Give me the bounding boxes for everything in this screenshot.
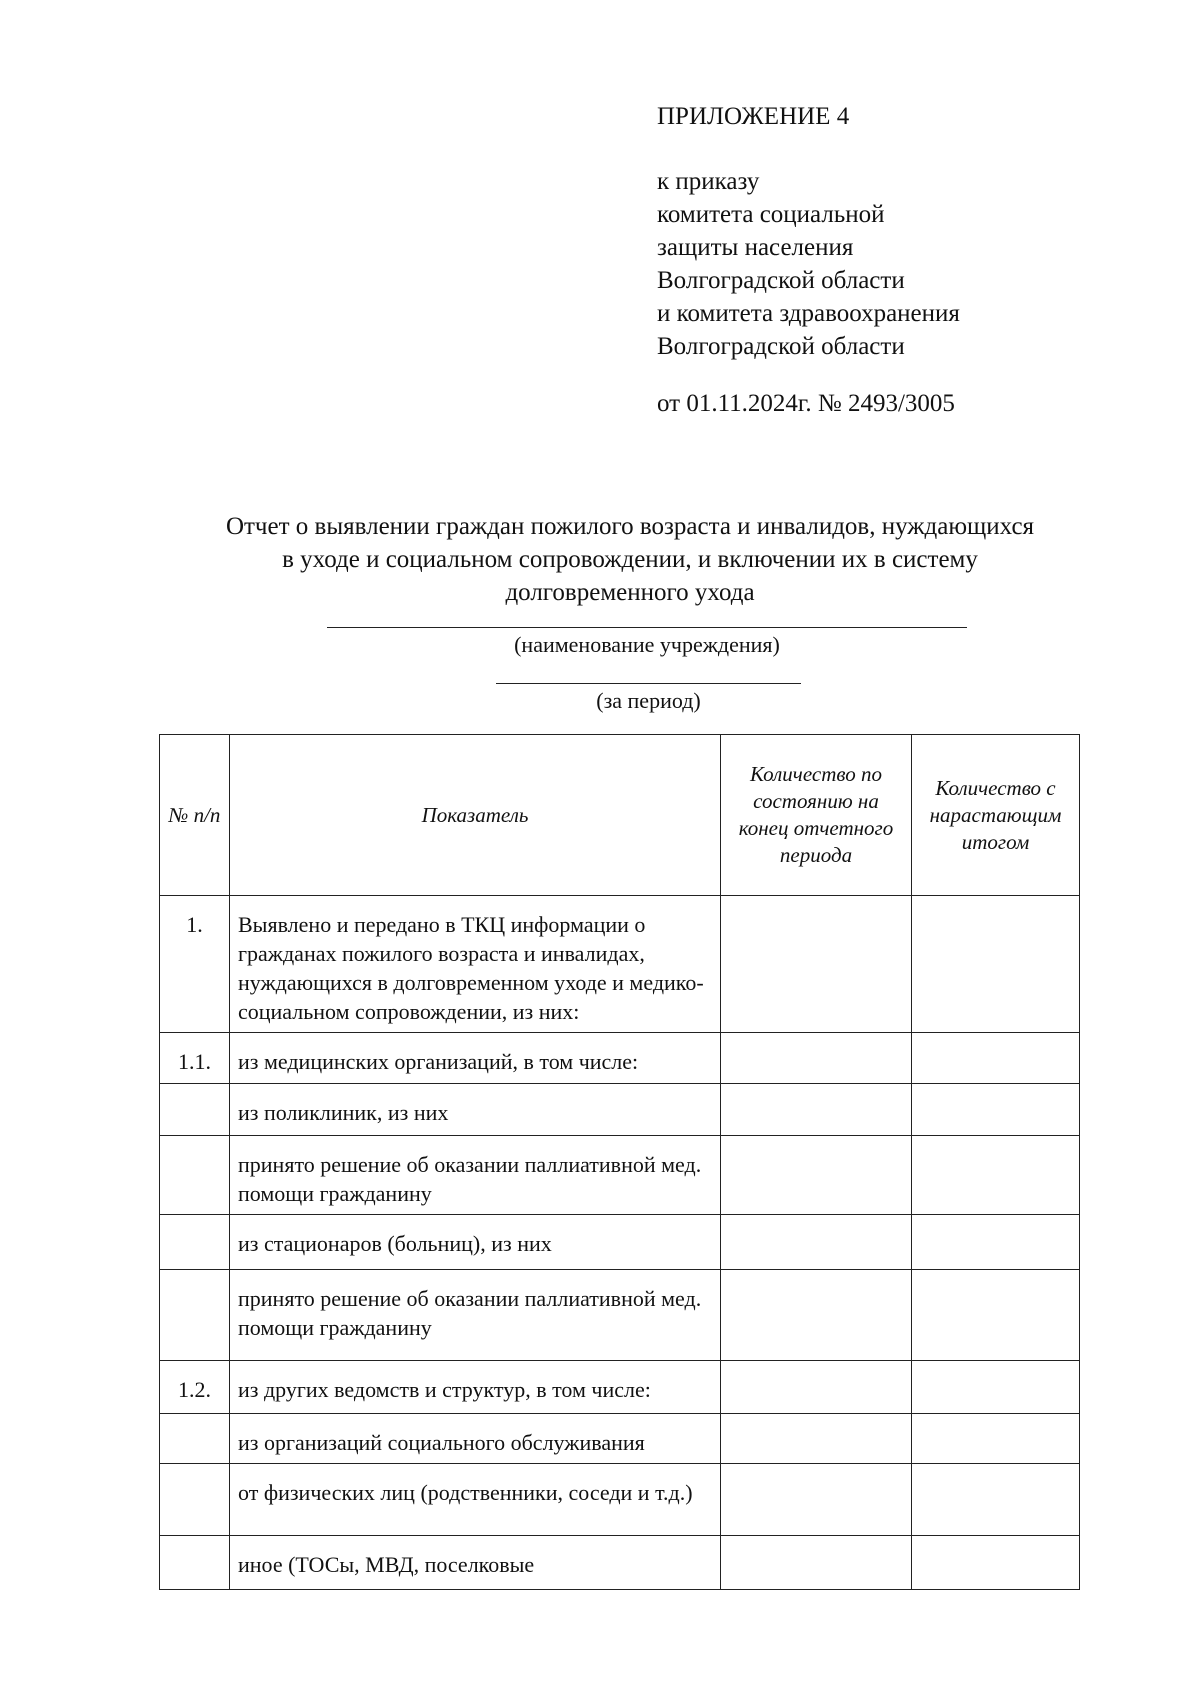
institution-fill-line xyxy=(327,627,967,628)
table-row xyxy=(160,1414,1080,1464)
row-indicator: из стационаров (больниц), из них xyxy=(230,1215,721,1270)
row-number xyxy=(160,1084,230,1136)
row-number xyxy=(160,1136,230,1215)
report-title-line: долговременного ухода xyxy=(505,579,755,606)
header-indicator: Показатель xyxy=(230,735,721,896)
value-end-period-cell[interactable] xyxy=(721,1270,912,1361)
value-end-period-cell[interactable] xyxy=(721,1361,912,1414)
row-indicator: из других ведомств и структур, в том числе: xyxy=(230,1361,721,1414)
value-cumulative-cell[interactable] xyxy=(912,896,1080,1033)
row-indicator: принято решение об оказании паллиативной мед. помощи гражданину xyxy=(230,1270,721,1361)
value-cumulative-cell[interactable] xyxy=(912,1215,1080,1270)
table-row xyxy=(160,896,1080,1033)
order-line: Волгоградской области xyxy=(657,333,905,360)
value-cumulative-cell[interactable] xyxy=(912,1464,1080,1536)
header-quantity-end-period: Количество по состоянию на конец отчетного периода xyxy=(721,735,912,896)
value-end-period-cell[interactable] xyxy=(721,1464,912,1536)
value-end-period-cell[interactable] xyxy=(721,1084,912,1136)
value-cumulative-cell[interactable] xyxy=(912,1033,1080,1084)
table-row xyxy=(160,1033,1080,1084)
table-row xyxy=(160,1464,1080,1536)
table-header-row xyxy=(160,735,1080,896)
appendix-block xyxy=(657,100,960,420)
row-number xyxy=(160,1414,230,1464)
value-end-period-cell[interactable] xyxy=(721,1215,912,1270)
period-caption: (за период) xyxy=(596,688,701,713)
table-row xyxy=(160,1084,1080,1136)
value-end-period-cell[interactable] xyxy=(721,896,912,1033)
row-indicator: из организаций социального обслуживания xyxy=(230,1414,721,1464)
row-number xyxy=(160,1464,230,1536)
order-line: Волгоградской области xyxy=(657,267,905,294)
table-row xyxy=(160,1215,1080,1270)
row-number xyxy=(160,1215,230,1270)
value-cumulative-cell[interactable] xyxy=(912,1361,1080,1414)
value-end-period-cell[interactable] xyxy=(721,1033,912,1084)
row-indicator: принято решение об оказании паллиативной мед. помощи гражданину xyxy=(230,1136,721,1215)
table-row xyxy=(160,1136,1080,1215)
row-indicator: от физических лиц (родственники, соседи и т.д.) xyxy=(230,1464,721,1536)
report-table xyxy=(159,734,1080,1590)
order-line: к приказу xyxy=(657,168,760,195)
order-reference xyxy=(657,165,960,363)
report-title-line: в уходе и социальном сопровождении, и включении их в систему xyxy=(282,546,978,573)
order-line: и комитета здравоохранения xyxy=(657,300,960,327)
value-cumulative-cell[interactable] xyxy=(912,1270,1080,1361)
row-indicator: из медицинских организаций, в том числе: xyxy=(230,1033,721,1084)
report-title xyxy=(150,510,1110,609)
row-indicator: из поликлиник, из них xyxy=(230,1084,721,1136)
value-cumulative-cell[interactable] xyxy=(912,1414,1080,1464)
value-cumulative-cell[interactable] xyxy=(912,1136,1080,1215)
appendix-heading: ПРИЛОЖЕНИЕ 4 xyxy=(657,103,850,130)
table-row xyxy=(160,1536,1080,1590)
value-cumulative-cell[interactable] xyxy=(912,1536,1080,1590)
table-row xyxy=(160,1361,1080,1414)
value-cumulative-cell[interactable] xyxy=(912,1084,1080,1136)
header-number: № п/п xyxy=(160,735,230,896)
header-quantity-cumulative: Количество с нарастающим итогом xyxy=(912,735,1080,896)
row-number xyxy=(160,1536,230,1590)
report-title-line: Отчет о выявлении граждан пожилого возраста и инвалидов, нуждающихся xyxy=(225,513,1035,540)
row-number: 1.2. xyxy=(160,1361,230,1414)
table-row xyxy=(160,1270,1080,1361)
value-end-period-cell[interactable] xyxy=(721,1136,912,1215)
row-number: 1.1. xyxy=(160,1033,230,1084)
value-end-period-cell[interactable] xyxy=(721,1536,912,1590)
row-indicator: иное (ТОСы, МВД, поселковые xyxy=(230,1536,721,1590)
row-number: 1. xyxy=(160,896,230,1033)
institution-caption: (наименование учреждения) xyxy=(514,632,780,657)
order-date-number: от 01.11.2024г. № 2493/3005 xyxy=(657,390,955,417)
row-number xyxy=(160,1270,230,1361)
period-fill-line xyxy=(496,683,801,684)
order-line: комитета социальной xyxy=(657,201,885,228)
order-line: защиты населения xyxy=(657,234,854,261)
value-end-period-cell[interactable] xyxy=(721,1414,912,1464)
row-indicator: Выявлено и передано в ТКЦ информации о гражданах пожилого возраста и инвалидах, нуждающихся в долговременном уходе и медико-социальном сопровождении, из них: xyxy=(230,896,721,1033)
